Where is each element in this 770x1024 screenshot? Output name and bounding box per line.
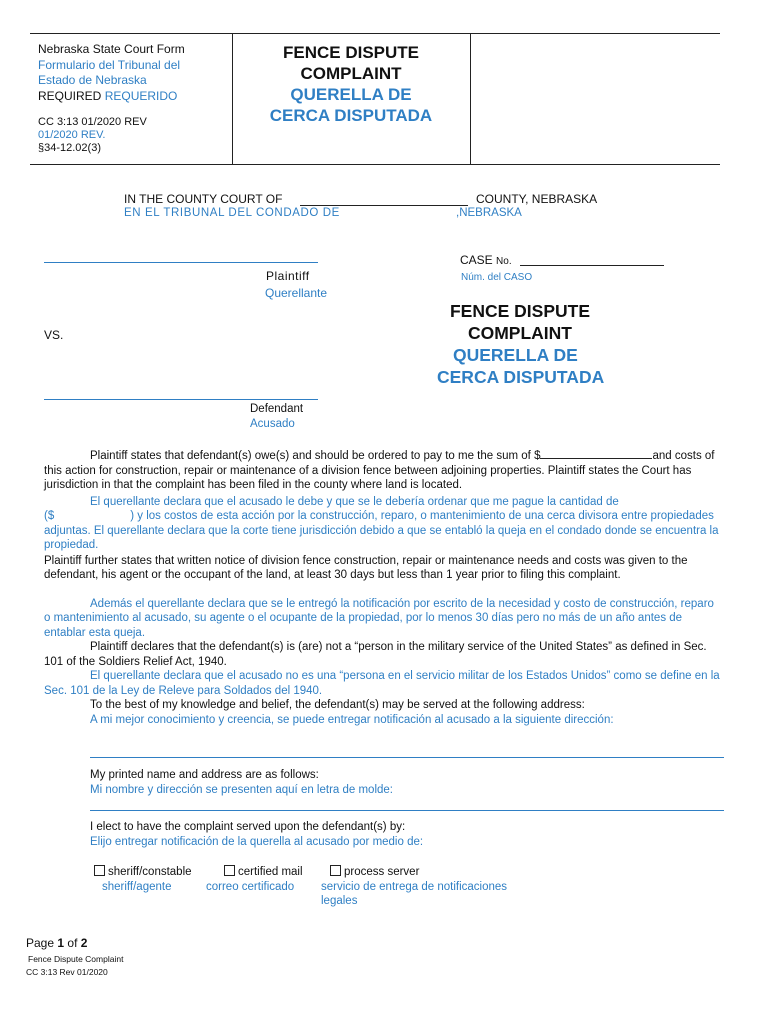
notice-statement-es: Además el querellante declara que se le entregó la notificación por escrito de la necesidad y costo de construcción, reparo o mantenimiento al acusado, su agente o el ocupante de la propiedad, por lo menos 30 días pero no más de un año antes de entablar esta queja.	[44, 597, 714, 639]
certified-mail-label-en: certified mail	[238, 866, 303, 878]
court-line-en	[124, 192, 282, 206]
amount-text-a: Plaintiff states that defendant(s) owe(s) and should be ordered to pay to me the sum of $	[90, 450, 541, 462]
defendant-address-field[interactable]	[90, 757, 724, 758]
main-title	[420, 300, 620, 388]
form-name-es-2: Estado de Nebraska	[38, 73, 147, 87]
case-no-suffix: No.	[496, 256, 512, 267]
defendant-label-es: Acusado	[250, 418, 295, 430]
in-county-court-es: EN EL TRIBUNAL DEL CONDADO DE	[124, 207, 340, 219]
header-title-es-1: QUERELLA DE	[290, 85, 412, 104]
printed-name-en: My printed name and address are as follows:	[90, 769, 319, 781]
header-title	[232, 42, 470, 126]
service-election-en: I elect to have the complaint served upon the defendant(s) by:	[90, 821, 406, 833]
header-top-rule	[30, 33, 720, 34]
service-option-sheriff[interactable]	[94, 865, 192, 894]
form-rev-es: 01/2020 REV.	[38, 129, 106, 141]
service-option-certified-mail[interactable]	[206, 865, 303, 894]
versus-label: VS.	[44, 328, 64, 342]
form-name-en: Nebraska State Court Form	[38, 42, 185, 56]
certified-mail-label-es: correo certificado	[206, 880, 295, 893]
amount-field[interactable]	[540, 447, 652, 459]
amount-text-b: and	[652, 450, 672, 462]
of-word: of	[67, 936, 78, 950]
case-no-es: Núm. del CASO	[461, 272, 533, 283]
address-statement-es: A mi mejor conocimiento y creencia, se puede entregar notificación al acusado a la siguiente dirección:	[90, 713, 614, 726]
header-title-en-2: COMPLAINT	[300, 64, 402, 83]
service-option-process-server[interactable]	[321, 865, 540, 909]
page-number: 1	[57, 936, 65, 950]
sheriff-label-en: sheriff/constable	[108, 866, 192, 878]
main-title-en-1: FENCE DISPUTE	[449, 301, 591, 321]
amount-text-c: costs of this action for construction, repair or maintenance of a division fence between adjoining properties. Plaintiff states the Court has jurisdiction in that the complaint has been filed in the county where land is located.	[44, 450, 715, 491]
plaintiff-address-field[interactable]	[90, 810, 724, 811]
paragraph-amount	[44, 447, 720, 727]
process-server-label-en: process server	[344, 866, 420, 878]
form-number: CC 3:13 01/2020 REV	[38, 116, 147, 128]
amount-statement-es	[44, 495, 720, 510]
process-server-checkbox[interactable]	[330, 865, 341, 876]
plaintiff-label-es: Querellante	[265, 286, 328, 300]
header-title-en-1: FENCE DISPUTE	[282, 43, 420, 62]
statute: §34-12.02(3)	[38, 142, 101, 154]
main-title-en-2: COMPLAINT	[467, 323, 573, 343]
military-statement-en: Plaintiff declares that the defendant(s) is (are) not a “person in the military service of the United States” as defined in Sec. 101 of the Soldiers Relief Act, 1940.	[44, 641, 707, 668]
case-number-field[interactable]	[520, 265, 664, 266]
header-title-es-2: CERCA DISPUTADA	[269, 106, 433, 125]
notice-statement-en: Plaintiff further states that written notice of division fence construction, repair or maintenance needs and costs was given to the defendant, his agent or the occupant of the land, at least 30 days but less than 1 year prior to filing this complaint.	[44, 554, 688, 581]
address-statement-en: To the best of my knowledge and belief, the defendant(s) may be served at the following address:	[90, 699, 585, 711]
defendant-label-en: Defendant	[250, 403, 304, 415]
printed-name-es: Mi nombre y dirección se presenten aquí en letra de molde:	[90, 783, 393, 796]
case-no-label	[460, 253, 512, 267]
military-statement-es: El querellante declara que el acusado no es una “persona en el servicio militar de los Estados Unidos” como se define en la Sec. 101 de la Ley de Releve para Soldados del 1940.	[44, 670, 720, 697]
page-word: Page	[26, 936, 55, 950]
process-server-label-es: servicio de entrega de notificaciones legales	[321, 880, 508, 907]
nebraska-es: ,NEBRASKA	[456, 207, 522, 219]
certified-mail-checkbox[interactable]	[224, 865, 235, 876]
required-es: REQUERIDO	[104, 88, 178, 103]
in-county-court-en: IN THE COUNTY COURT OF	[124, 192, 283, 206]
sheriff-label-es: sheriff/agente	[102, 880, 172, 893]
page-indicator	[26, 936, 87, 950]
footer-form-title: Fence Dispute Complaint	[28, 954, 124, 964]
main-title-es-1: QUERELLA DE	[453, 345, 578, 365]
case-no-en: CASE	[460, 253, 493, 267]
amount-es-text-b: ($	[44, 510, 55, 522]
header-divider-right	[470, 33, 471, 164]
county-name-field[interactable]	[300, 205, 468, 206]
printed-name-block	[90, 768, 393, 797]
plaintiff-label-en: Plaintiff	[266, 269, 310, 283]
required-en: REQUIRED	[38, 88, 102, 103]
page-total: 2	[80, 936, 88, 950]
form-identity-block	[38, 42, 228, 155]
plaintiff-name-field[interactable]	[44, 262, 318, 263]
amount-es-text-a: El querellante declara que el acusado le debe y que se le debería ordenar que me pague la cantidad de	[90, 495, 619, 508]
footer-form-code: CC 3:13 Rev 01/2020	[26, 967, 108, 977]
defendant-name-field[interactable]	[44, 399, 318, 400]
county-nebraska-en: COUNTY, NEBRASKA	[476, 192, 598, 206]
required-line	[38, 89, 228, 105]
service-election-es: Elijo entregar notificación de la querella al acusado por medio de:	[90, 835, 424, 848]
form-name-es-1: Formulario del Tribunal del	[38, 57, 181, 72]
main-title-es-2: CERCA DISPUTADA	[437, 367, 605, 387]
header-bottom-rule	[30, 164, 720, 165]
amount-es-text-c: ) y los costos de esta acción por la construcción, reparo, o mantenimiento de una cerca divisora entre propiedades adjuntas. El querellante declara que la corte tiene jurisdicción debido a que se entabló la queja en el condado donde se encuentra la propiedad.	[44, 510, 719, 551]
amount-statement-es-cont	[44, 509, 720, 553]
sheriff-checkbox[interactable]	[94, 865, 105, 876]
service-election-block	[90, 820, 423, 849]
amount-statement-en	[44, 447, 720, 493]
